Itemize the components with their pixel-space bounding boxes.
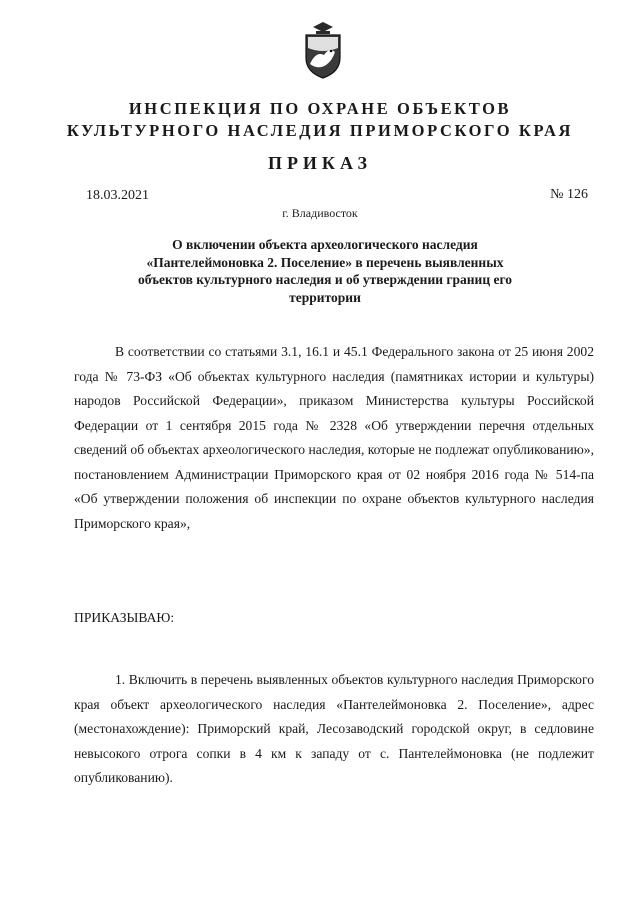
preamble-paragraph [74,340,594,536]
item-1-text: 1. Включить в перечень выявленных объектов культурного наследия Приморского края объект археологического наследия «Пантелеймоновка 2. Поселение», адрес (местонахождение): Приморский край, Лесозаводский городской округ, в седловине невысокого отрога сопки в 4 км к западу от с. Пантелеймоновка (не подлежит опубликованию). [74,672,594,785]
document-number: № 126 [550,187,588,202]
coat-of-arms-icon [302,20,344,80]
preamble-text: В соответствии со статьями 3.1, 16.1 и 45.1 Федерального закона от 25 июня 2002 года № 73-ФЗ «Об объектах культурного наследия (памятниках истории и культуры) народов Российской Федерации», приказом Министерства культуры Российской Федерации от 1 сентября 2015 года № 2328 «Об утверждении перечня отдельных сведений об объектах археологического наследия, которые не подлежат опубликованию», постановлением Администрации Приморского края от 02 ноября 2016 года № 514-па «Об утверждении положения об инспекции по охране объектов культурного наследия Приморского края», [74,344,594,531]
document-subject: О включении объекта археологического наследия «Пантелеймоновка 2. Поселение» в перечень выявленных объектов культурного наследия и об утверждении границ его территории [137,237,513,305]
organization-name-line2: КУЛЬТУРНОГО НАСЛЕДИЯ ПРИМОРСКОГО КРАЯ [66,121,574,140]
document-date: 18.03.2021 [86,188,149,203]
organization-name-line1: ИНСПЕКЦИЯ ПО ОХРАНЕ ОБЪЕКТОВ [128,99,512,118]
item-1-paragraph [74,668,594,791]
document-city: г. Владивосток [282,206,358,220]
document-type-title: ПРИКАЗ [267,153,373,173]
order-word: ПРИКАЗЫВАЮ: [74,610,175,625]
